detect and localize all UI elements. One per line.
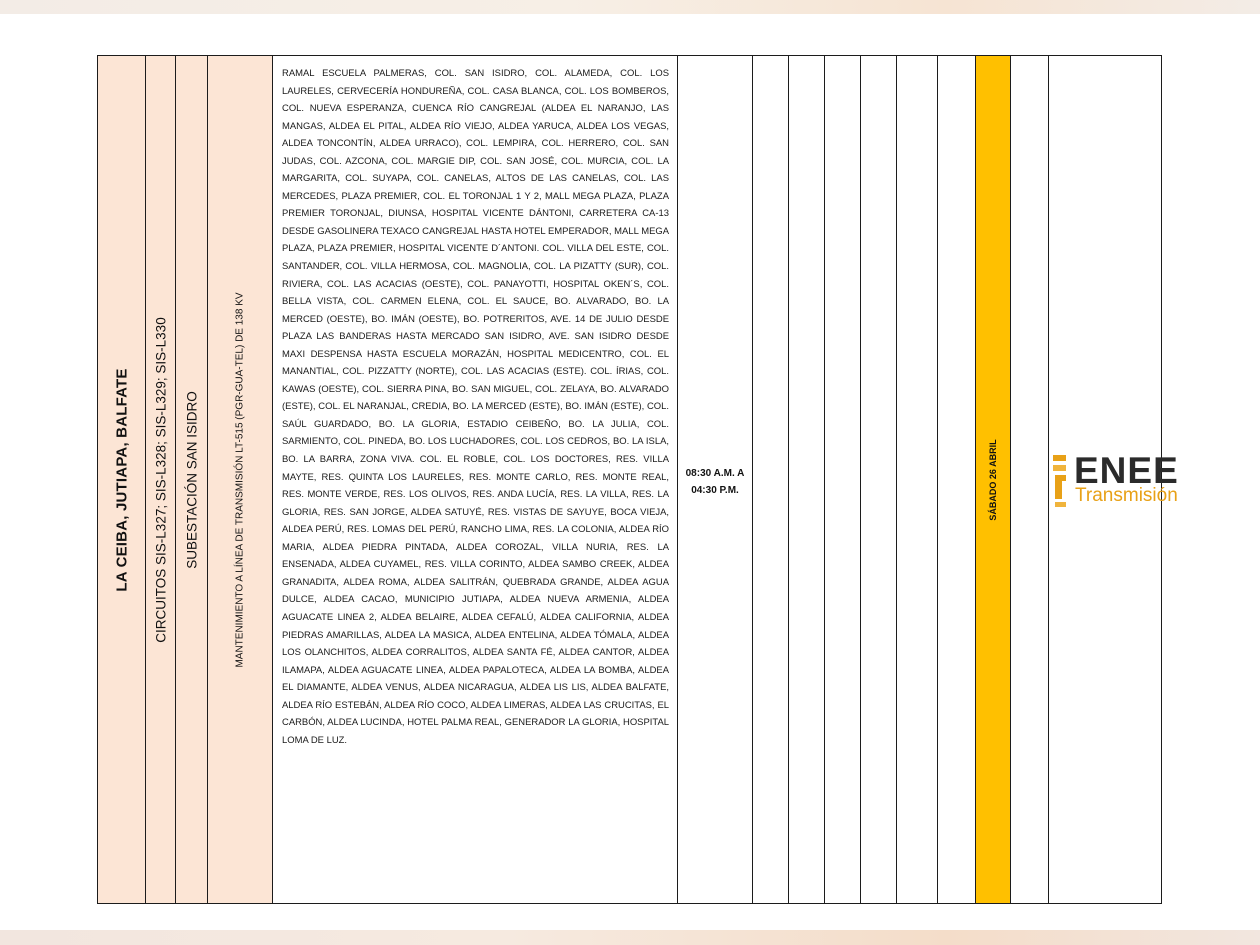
enee-logo-mark-icon bbox=[1053, 455, 1075, 511]
logo-cell bbox=[1049, 56, 1200, 903]
top-background-band bbox=[0, 0, 1260, 14]
empty-cell-6 bbox=[938, 56, 976, 903]
empty-cell-2 bbox=[789, 56, 825, 903]
logo-subtitle: Transmisión bbox=[1075, 485, 1178, 506]
date-label: SÁBADO 26 ABRIL bbox=[988, 438, 998, 521]
empty-cell-7 bbox=[1011, 56, 1049, 903]
date-cell bbox=[976, 56, 1011, 903]
bottom-background-band bbox=[0, 930, 1260, 945]
work-cell bbox=[208, 56, 273, 903]
time-range bbox=[678, 465, 752, 499]
substation-cell bbox=[176, 56, 208, 903]
time-end: 04:30 P.M. bbox=[691, 485, 739, 496]
zone-cell bbox=[98, 56, 146, 903]
outage-schedule-table bbox=[97, 55, 1179, 904]
logo-wordmark: ENEE bbox=[1074, 450, 1179, 491]
time-start: 08:30 A.M. A bbox=[685, 468, 745, 479]
time-cell bbox=[678, 56, 753, 903]
empty-cell-3 bbox=[825, 56, 861, 903]
zone-label: LA CEIBA, JUTIAPA, BALFATE bbox=[113, 367, 130, 592]
sectors-cell bbox=[273, 56, 678, 903]
enee-logo bbox=[1053, 451, 1205, 511]
empty-cell-1 bbox=[753, 56, 789, 903]
affected-sectors-text: RAMAL ESCUELA PALMERAS, COL. SAN ISIDRO, COL. ALAMEDA, COL. LOS LAURELES, CERVECERÍA HONDUREÑA, COL. CASA BLANCA, COL. LOS BOMBEROS, COL. NUEVA ESPERANZA, CUENCA RÍO CANGREJAL (ALDEA EL NARANJO, LAS MANGAS, ALDEA EL PITAL, ALDEA RÍO VIEJO, ALDEA YARUCA, ALDEA LOS VEGAS, ALDEA TONCONTÍN, ALDEA URRACO), COL. LEMPIRA, COL. HERRERO, COL. SAN JUDAS, COL. AZCONA, COL. MARGIE DIP, COL. SAN JOSÉ, COL. MURCIA, COL. LA MARGARITA, COL. SUYAPA, COL. CANELAS, ALTOS DE LAS CANELAS, COL. LAS MERCEDES, PLAZA PREMIER, COL. EL TORONJAL 1 Y 2, MALL MEGA PLAZA, PLAZA PREMIER TORONJAL, DIUNSA, HOSPITAL VICENTE DÁNTONI, CARRETERA CA-13 DESDE GASOLINERA TEXACO CANGREJAL HASTA HOTEL EMPERADOR, MALL MEGA PLAZA, PLAZA PREMIER, HOSPITAL VICENTE D´ANTONI. COL. VILLA DEL ESTE, COL. SANTANDER, COL. VILLA HERMOSA, COL. MAGNOLIA, COL. LA PIZATTY (SUR), COL. RIVIERA, COL. LAS ACACIAS (OESTE), COL. PANAYOTTI, HOSPITAL OKEN´S, COL. BELLA VISTA, COL. CARMEN ELENA, COL. EL SAUCE, BO. ALVARADO, BO. LA MERCED (OESTE), BO. IMÁN (OESTE), BO. POTRERITOS, AVE. 14 DE JULIO DESDE PLAZA LAS BANDERAS HASTA MERCADO SAN ISIDRO, AVE. SAN ISIDRO DESDE MAXI DESPENSA HASTA ESCUELA MORAZÁN, HOSPITAL MEDICENTRO, COL. EL MANANTIAL, COL. PIZZATTY (NORTE), COL. LAS ACACIAS (ESTE). COL. ÍRIAS, COL. KAWAS (OESTE), COL. SIERRA PINA, BO. SAN MIGUEL, COL. ZELAYA, BO. ALVARADO (ESTE), COL. EL NARANJAL, CREDIA, BO. LA MERCED (ESTE), BO. IMÁN (ESTE), COL. SAÚL GUARDADO, BO. LA GLORIA, ESTADIO CEIBEÑO, BO. LA JULIA, COL. SARMIENTO, COL. PINEDA, BO. LOS LUCHADORES, COL. LOS CEDROS, BO. LA ISLA, BO. LA BARRA, ZONA VIVA. COL. EL ROBLE, COL. LOS DOCTORES, RES. VILLA MAYTE, RES. QUINTA LOS LAURELES, RES. MONTE CARLO, RES. MONTE REAL, RES. MONTE VERDE, RES. LOS OLIVOS, RES. ANDA LUCÍA, RES. LA VILLA, RES. LA GLORIA, RES. SAN JORGE, ALDEA SATUYÉ, RES. VISTAS DE SAYUYE, BOCA VIEJA, ALDEA PERÚ, RES. LOMAS DEL PERÚ, RANCHO LIMA, RES. LA COLONIA, ALDEA RÍO MARIA, ALDEA PIEDRA PINTADA, ALDEA COROZAL, VILLA NURIA, RES. LA ENSENADA, ALDEA CUYAMEL, RES. VILLA CORINTO, ALDEA SAMBO CREEK, ALDEA GRANADITA, ALDEA ROMA, ALDEA SALITRÁN, QUEBRADA GRANDE, ALDEA AGUA DULCE, ALDEA CACAO, MUNICIPIO JUTIAPA, ALDEA NUEVA ARMENIA, ALDEA AGUACATE LINEA 2, ALDEA BELAIRE, ALDEA CEFALÚ, ALDEA CALIFORNIA, ALDEA PIEDRAS AMARILLAS, ALDEA LA MASICA, ALDEA ENTELINA, ALDEA TÓMALA, ALDEA LOS OLANCHITOS, ALDEA CORRALITOS, ALDEA SANTA FÉ, ALDEA CANTOR, ALDEA ILAMAPA, ALDEA AGUACATE LINEA, ALDEA PAPALOTECA, ALDEA LA BOMBA, ALDEA EL DIAMANTE, ALDEA VENUS, ALDEA NICARAGUA, ALDEA LIS LIS, ALDEA BALFATE, ALDEA RÍO ESTEBÁN, ALDEA RÍO COCO, ALDEA LIMERAS, ALDEA LAS CRUCITAS, EL CARBÓN, ALDEA LUCINDA, HOTEL PALMA REAL, GENERADOR LA GLORIA, HOSPITAL LOMA DE LUZ. bbox=[282, 68, 669, 746]
empty-cell-5 bbox=[897, 56, 938, 903]
circuits-label: CIRCUITOS SIS-L327; SIS-L328; SIS-L329; SIS-L330 bbox=[153, 316, 168, 643]
work-description: MANTENIMIENTO A LÍNEA DE TRANSMISIÓN LT-515 (PGR-GUA-TEL) DE 138 KV bbox=[234, 291, 246, 668]
circuits-cell bbox=[146, 56, 176, 903]
empty-cell-4 bbox=[861, 56, 897, 903]
substation-label: SUBESTACIÓN SAN ISIDRO bbox=[184, 390, 199, 569]
